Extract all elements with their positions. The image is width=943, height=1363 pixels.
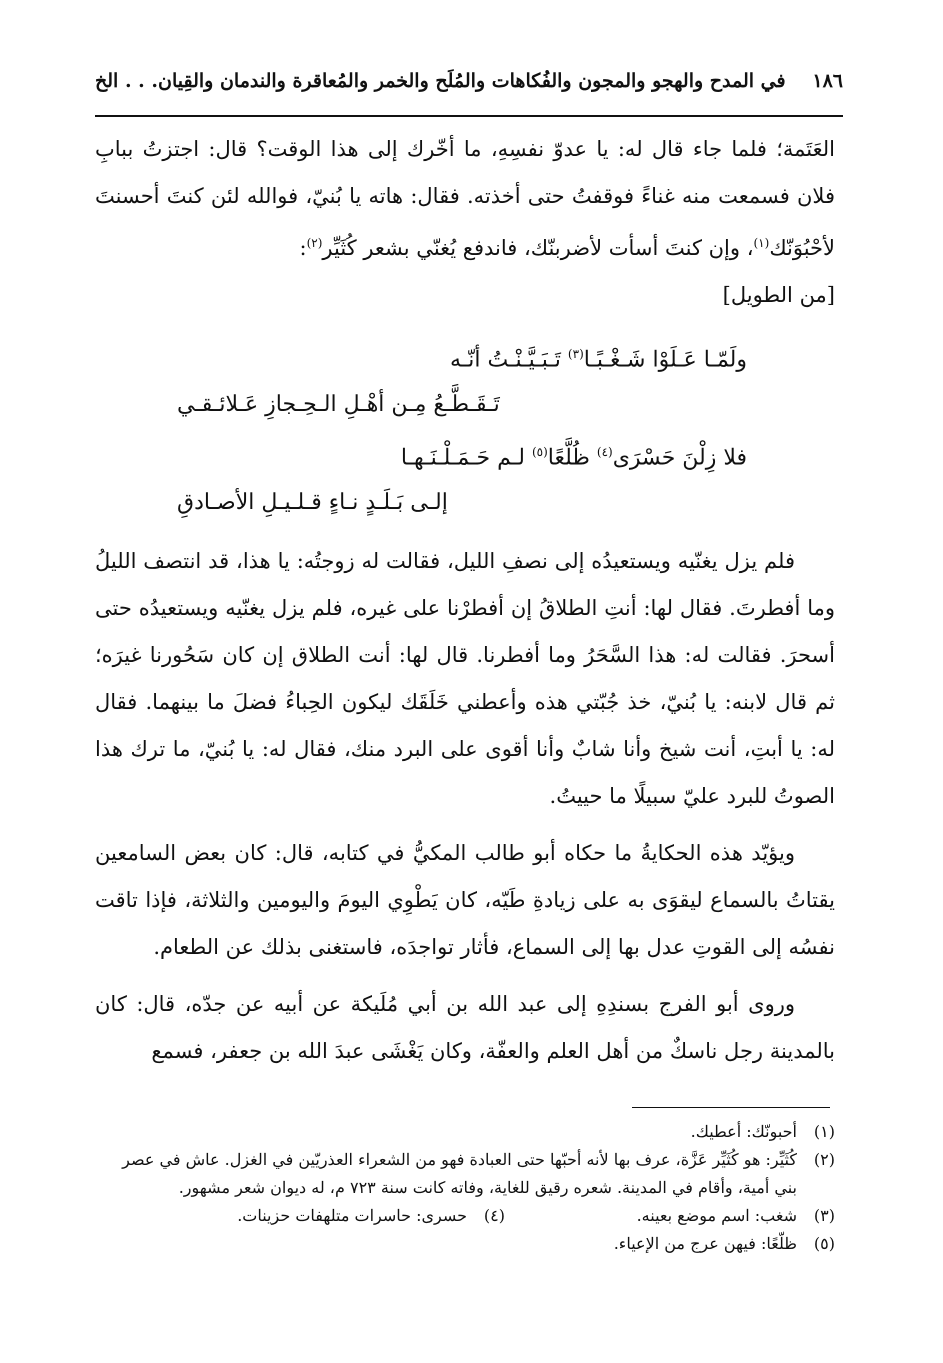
running-header [95,70,843,92]
paragraph-1-end: : [299,236,307,260]
verse-3-part-a: فلا زِلْنَ حَسْرَى [612,445,747,471]
footnote-rule [632,1107,830,1108]
footnote-1 [95,1118,835,1146]
paragraph-3: ويؤيّد هذه الحكايةُ ما حكاه أبو طالب المكيُّ في كتابه، قال: كان بعض السامعين يقتاتُ بالسماع ليقوَى به على زيادةِ طَيّه، كان يَطْوِي اليومَ واليومين والثلاثة، فإذا تاقت نفسُه إلى القوتِ عدل بها إلى السماع، فأثار تواجدَه، فاستغنى بذلك عن الطعام. [95,841,835,959]
footnote-number: (٥) [813,1234,835,1253]
footnote-ref-5: (٥) [531,445,548,459]
footnote-2 [95,1146,835,1202]
footnote-number: (٣) [813,1206,835,1225]
paragraph-1-middle: ، وإن كنتَ أسأت لأضربنّك، فاندفع يُغنّي بشعر كُثَيِّر [322,236,754,260]
paragraph-2: فلم يزل يغنّيه ويستعيدُه إلى نصفِ الليل، فقالت له زوجتُه: يا هذا، قد انتصف الليلُ وما أفطرتَ. فقال لها: أنتِ الطلاقُ إن أفطرْنا على غيره، فلم يزل يغنّيه ويستعيدُه حتى أسحرَ. فقالت له: هذا السَّحَرُ وما أفطرنا. قال لها: أنت الطلاق إن كان سَحُورنا غيرَه؛ ثم قال لابنه: يا بُنيّ، خذ جُبّتي هذه وأعطني خَلَقَك ليكون الحِباءُ فضلَ ما بينهما. فقال له: يا أبتِ، أنت شيخ وأنا شابٌ وأنا أقوى على البرد منك، فقال له: يا بُنيّ، ما ترك هذا الصوتُ للبرد عليّ سبيلًا ما حييتُ. [95,549,835,808]
footnote-ref-3: (٣) [567,347,584,361]
footnote-number: (٤) [483,1206,505,1225]
paragraph-1 [95,126,835,272]
footnote-number: (١) [813,1122,835,1141]
footnote-text: شغب: اسم موضع بعينه. [636,1206,797,1225]
poem-meter: [من الطويل] [722,283,835,307]
verse-1-part-b: تَـبَـيَّـنْـتُ أنّـه [450,347,568,373]
footnote-5 [95,1230,835,1258]
footnote-ref-1: (١) [753,236,770,250]
footnote-row [95,1202,835,1230]
verse-3-part-b: ظُلَّعًا [547,445,597,471]
footnote-ref-4: (٤) [596,445,613,459]
verse-2: تَـقَـطَّـعُ مِـن أهْـلِ الـحِـجازِ عَـلائـقـي [177,392,500,417]
verse-1-part-a: ولَمّـا عَـلَوْا شَـغْـبًـا [583,347,747,373]
verse-4: إلـى بَـلَـدٍ نـاءٍ قـلـيـلِ الأصـادقِ [177,490,448,515]
footnote-text: أحبونّك: أعطيك. [690,1122,797,1141]
running-title: في المدح والهجو والمجون والفُكاهات والمُلَح والخمر والمُعاقرة والندمان والقِيان. . . الخ [95,70,786,92]
footnote-text: كُثَيِّر: هو كُثَيِّر عَزَّة، عرف بها لأنه أحبّها حتى العبادة فهو من الشعراء العذريّين في الغزل. عاش في عصر بني أمية، وأقام في المدينة. شعره رقيق للغاية، وفاته كانت سنة ٧٢٣ م، له ديوان شعر مشهور. [122,1150,797,1197]
verse-1 [450,331,747,383]
footnote-3 [505,1202,835,1230]
footnote-4 [175,1202,505,1230]
footnotes [95,1118,835,1258]
poem [95,323,835,528]
header-rule [95,115,843,117]
paragraph-4: وروى أبو الفرج بسندِهِ إلى عبد الله بن أبي مُلَيكة عن أبيه عن جدّه، قال: كان بالمدينة رجل ناسكٌ من أهل العلم والعفّة، وكان يَغْشَى عبدَ الله بن جعفر، فسمع [95,992,835,1063]
verse-3 [401,429,747,481]
footnote-number: (٢) [813,1150,835,1169]
paragraph-1-text: العَتَمة؛ فلما جاء قال له: يا عدوّ نفسِهِ، ما أخّرك إلى هذا الوقت؟ قال: اجتزتُ ببابِ فلان فسمعت منه غناءً فوقفتُ حتى أخذته. فقال: هاته يا بُنيّ، فوالله لئن كنتَ أحسنتَ لأحْبُوَنّك [95,137,835,260]
page-number: ١٨٦ [812,70,843,92]
footnote-ref-2: (٢) [306,236,323,250]
main-text [95,126,835,1075]
footnote-text: ظلّعًا: فيهن عرج من الإعياء. [613,1234,797,1253]
footnote-text: حسرى: حاسرات متلهفات حزينات. [237,1206,467,1225]
verse-3-part-c: لـم حَـمَـلْـنَـهـا [400,445,532,471]
